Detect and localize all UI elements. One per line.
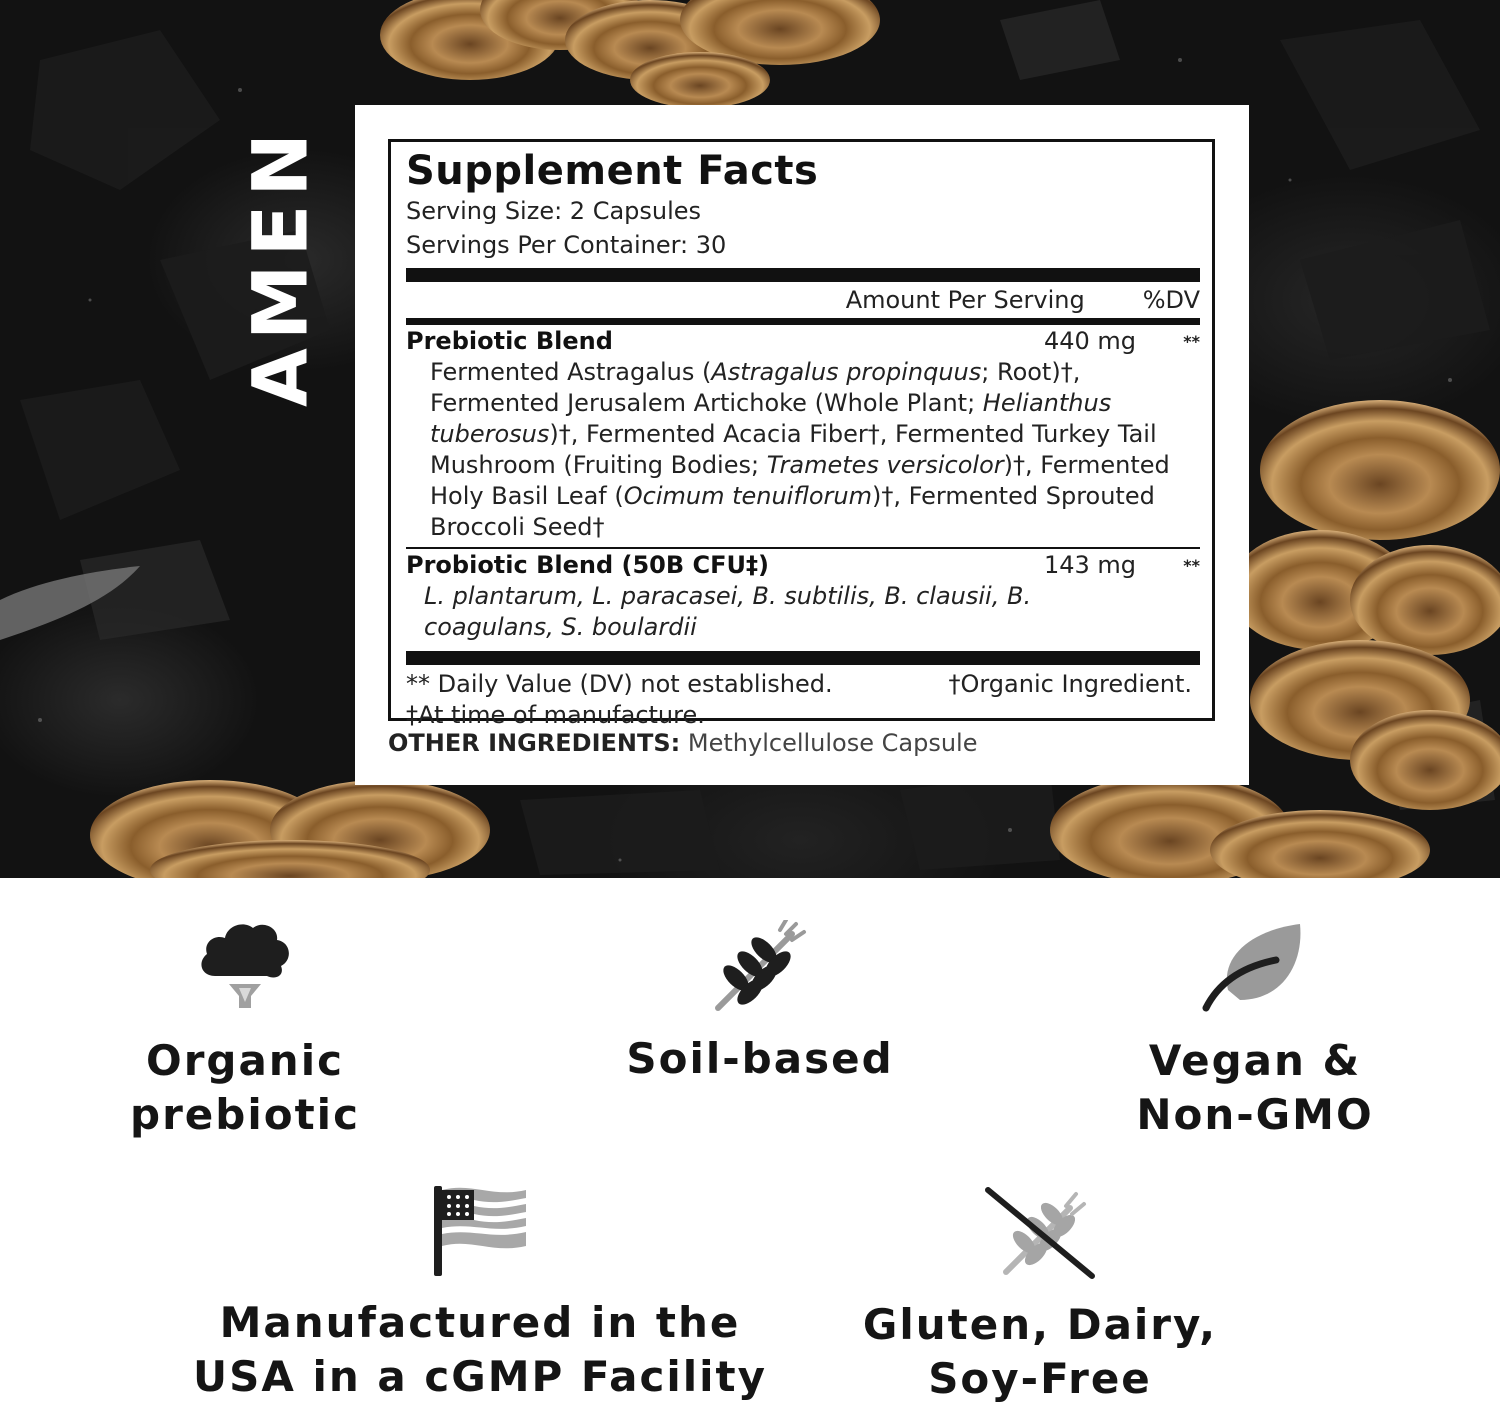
feature-soil-based-label: Soil-based (626, 1034, 894, 1083)
feature-organic-line1: Organic (145, 1036, 345, 1085)
dv-header: %DV (1142, 286, 1200, 314)
footnotes (406, 665, 1200, 731)
feature-soil-based (610, 920, 910, 1086)
divider-thick-bottom (406, 651, 1200, 665)
footnote-dv: ** Daily Value (DV) not established. (406, 670, 833, 698)
prebiotic-ingredient-segment: Trametes versicolor (766, 451, 1004, 479)
probiotic-blend-amount: 143 mg (1043, 551, 1136, 579)
prebiotic-ingredient-segment: )†, Fermented Acacia Fiber†, Fermented Turkey Tail Mushroom (Fruiting Bodies; (430, 420, 1157, 479)
other-ingredients-label: OTHER INGREDIENTS: (388, 729, 681, 757)
servings-per-container: Servings Per Container: 30 (406, 231, 727, 259)
feature-made-in-usa (170, 1182, 790, 1403)
prebiotic-blend-name: Prebiotic Blend (406, 327, 613, 355)
prebiotic-ingredient-segment: Astragalus propinquus (711, 358, 982, 386)
prebiotic-ingredient-segment: ; Root)†, Fermented Jerusalem Artichoke (Whole Plant; (430, 358, 1081, 417)
probiotic-blend-dv: ** (1183, 555, 1200, 575)
brand-logo (235, 108, 325, 424)
wheat-icon (712, 920, 808, 1014)
prebiotic-blend-row (406, 325, 1200, 357)
prebiotic-ingredient-segment: )†, Fermented Sprouted Broccoli Seed† (430, 482, 1155, 541)
divider-thick (406, 268, 1200, 282)
no-gluten-icon (984, 1186, 1096, 1280)
broccoli-icon (195, 918, 295, 1014)
probiotic-blend-name: Probiotic Blend (50B CFU‡) (406, 551, 769, 579)
feature-allergen-line2: Soy-Free (928, 1354, 1152, 1403)
leaf-icon (1200, 920, 1310, 1014)
feature-vegan-line1: Vegan & (1148, 1036, 1362, 1085)
prebiotic-ingredients (406, 357, 1200, 547)
mushroom-cluster-bottom-left (90, 780, 490, 878)
feature-allergen-line1: Gluten, Dairy, (862, 1300, 1218, 1349)
prebiotic-ingredient-segment: )†, Fermented Holy Basil Leaf ( (430, 451, 1170, 510)
feature-usa-line2: USA in a cGMP Facility (192, 1352, 768, 1401)
prebiotic-ingredient-segment: Ocimum tenuiflorum (623, 482, 872, 510)
facts-title: Supplement Facts (406, 148, 819, 194)
amount-per-serving-header: Amount Per Serving (845, 286, 1085, 314)
mushroom-cluster-top (380, 0, 880, 108)
feature-vegan-non-gmo (1120, 920, 1390, 1142)
prebiotic-ingredient-segment: Helianthus tuberosus (430, 389, 1112, 448)
feature-organic-prebiotic (110, 918, 380, 1142)
other-ingredients-value: Methylcellulose Capsule (687, 729, 978, 757)
feature-organic-line2: prebiotic (130, 1090, 360, 1139)
supplement-facts-panel (388, 139, 1215, 729)
prebiotic-ingredient-segment: Fermented Astragalus ( (430, 358, 712, 386)
probiotic-ingredients: L. plantarum, L. paracasei, B. subtilis, B. clausii, B. coagulans, S. boulardii (424, 582, 1032, 641)
footnote-organic: †Organic Ingredient. (948, 670, 1192, 698)
supplement-label-card (355, 105, 1249, 785)
serving-size: Serving Size: 2 Capsules (406, 197, 702, 225)
feature-vegan-line2: Non-GMO (1136, 1090, 1374, 1139)
prebiotic-blend-amount: 440 mg (1043, 327, 1136, 355)
brand-name: AMEN (235, 125, 325, 407)
usa-flag-icon (432, 1182, 528, 1278)
other-ingredients (388, 729, 977, 757)
footnote-manufacture: ‡At time of manufacture. (406, 701, 705, 729)
column-header-row (406, 282, 1200, 318)
probiotic-blend-row (406, 549, 1200, 581)
divider-medium (406, 318, 1200, 325)
feature-allergen-free (850, 1186, 1230, 1403)
feature-usa-line1: Manufactured in the (219, 1298, 741, 1347)
prebiotic-blend-dv: ** (1183, 331, 1200, 351)
